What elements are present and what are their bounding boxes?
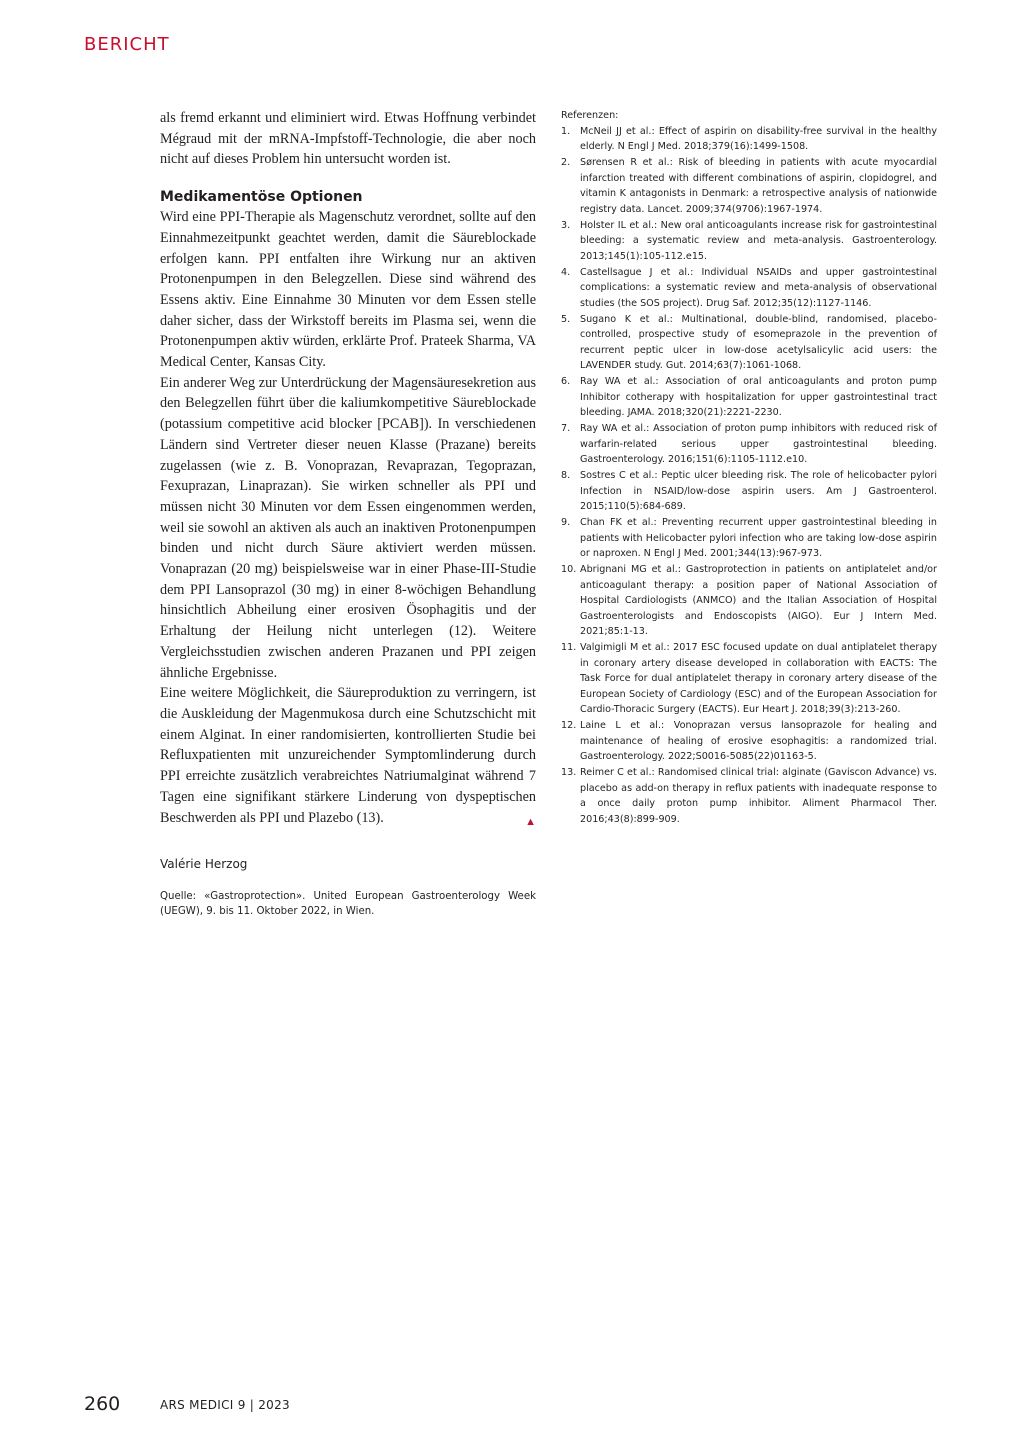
reference-text: Castellsague J et al.: Individual NSAIDs and upper gastrointestinal complications: a systematic review and meta-analysis of observational studies (the SOS project). Drug Saf. 2012;35(12):1127-1146. xyxy=(580,266,937,309)
article-paragraph: Wird eine PPI-Therapie als Magenschutz verordnet, sollte auf den Einnahmezeitpunkt geachtet werden, damit die Säureblockade erfolgen kann. PPI entfalten ihre Wirkung nur an aktiven Protonenpumpen in den Belegzellen. Diese sind während des Essens aktiv. Eine Einnahme 30 Minuten vor dem Essen stelle daher sicher, dass der Wirkstoff bereits im Plasma sei, wenn die Protonenpumpen aktiv würden, erklärte Prof. Prateek Sharma, VA Medical Center, Kansas City. xyxy=(160,209,536,371)
end-of-article-marker: ▲ xyxy=(525,815,536,828)
reference-number: 13. xyxy=(561,767,577,778)
reference-text: Laine L et al.: Vonoprazan versus lansoprazole for healing and maintenance of healing of erosive esophagitis: a randomized trial. Gastroenterology. 2022;S0016-5085(22)01163-5. xyxy=(580,720,937,762)
article-paragraph-last xyxy=(160,683,536,828)
section-label: BERICHT xyxy=(84,34,170,55)
reference-text: Ray WA et al.: Association of oral anticoagulants and proton pump Inhibitor cotherapy with hospitalization for upper gastrointestinal tract bleeding. JAMA. 2018;320(21):2221-2230. xyxy=(580,376,937,418)
reference-item xyxy=(561,265,937,312)
reference-item xyxy=(561,515,937,562)
reference-text: Holster IL et al.: New oral anticoagulants increase risk for gastrointestinal bleeding: a systematic review and meta-analysis. Gastroenterology. 2013;145(1):105-112.e15. xyxy=(580,219,937,262)
reference-text: Abrignani MG et al.: Gastroprotection in patients on antiplatelet and/or anticoagulant therapy: a position paper of National Association of Hospital Cardiologists (ANMCO) and the Italian Association of Hospital Gastroenterologists and Endoscopists (AIGO). Eur J Intern Med. 2021;85:1-13. xyxy=(580,564,937,637)
reference-text: Sugano K et al.: Multinational, double-blind, randomised, placebo-controlled, prospective study of esomeprazole in the prevention of recurrent peptic ulcer in low-dose acetylsalicylic acid users: the LAVENDER study. Gut. 2014;63(7):1061-1068. xyxy=(580,313,937,371)
reference-number: 5. xyxy=(561,313,571,325)
reference-number: 2. xyxy=(561,157,571,168)
article-paragraph-text: Eine weitere Möglichkeit, die Säureproduktion zu verringern, ist die Auskleidung der Magenmukosa durch eine Schutzschicht mit einem Alginat. In einer randomisierten, kontrollierten Studie bei Refluxpatienten mit unzureichender Symptomlinderung durch PPI erreichte zusätzlich verabreichtes Natriumalginat während 7 Tagen eine signifikant stärkere Linderung von dyspeptischen Beschwerden als PPI und Plazebo (13). xyxy=(160,685,536,826)
reference-item xyxy=(561,124,937,155)
reference-text: Chan FK et al.: Preventing recurrent upper gastrointestinal bleeding in patients with Helicobacter pylori infection who are taking low-dose aspirin or naproxen. N Engl J Med. 2001;344(13):967-973. xyxy=(580,517,937,559)
reference-item xyxy=(561,374,937,421)
reference-item xyxy=(561,218,937,265)
reference-item xyxy=(561,421,937,468)
reference-item xyxy=(561,155,937,217)
reference-number: 9. xyxy=(561,517,571,528)
reference-item xyxy=(561,640,937,718)
reference-text: Valgimigli M et al.: 2017 ESC focused update on dual antiplatelet therapy in coronary artery disease developed in collaboration with EACTS: The Task Force for dual antiplatelet therapy in coronary artery disease of the European Society of Cardiology (ESC) and of the European Association for Cardio-Thoracic Surgery (EACTS). Eur Heart J. 2018;39(3):213-260. xyxy=(580,642,937,715)
reference-item xyxy=(561,718,937,765)
article-paragraph: Ein anderer Weg zur Unterdrückung der Magensäuresekretion aus den Belegzellen führt über die kaliumkompetitive Säureblockade (potassium competitive acid blocker [PCAB]). In verschiedenen Ländern sind Vertreter dieser neuen Klasse (Prazane) bereits zugelassen (wie z. B. Vonoprazan, Revaprazan, Tegoprazan, Fexuprazan, Linaprazan). Sie wirken schneller als PPI und müssen nicht 30 Minuten vor dem Essen eingenommen werden, weil sie sowohl an aktiven als auch an inaktiven Protonenpumpen binden und nicht durch Säure aktiviert werden müssen. Vonaprazan (20 mg) beispielsweise war in einer Phase-III-Studie dem PPI Lansoprazol (30 mg) in einer 8-wöchigen Behandlung hinsichtlich Abheilung einer erosiven Ösophagitis und der Erhaltung der Heilung nicht unterlegen (12). Weitere Vergleichsstudien zwischen anderen Prazanen und PPI zeigen ähnliche Ergebnisse. xyxy=(160,374,536,681)
reference-number: 3. xyxy=(561,219,571,231)
reference-number: 6. xyxy=(561,376,571,387)
reference-number: 4. xyxy=(561,266,571,278)
reference-number: 12. xyxy=(561,720,577,731)
author-name: Valérie Herzog xyxy=(160,857,248,872)
reference-text: Sørensen R et al.: Risk of bleeding in patients with acute myocardial infarction treated with different combinations of aspirin, clopidogrel, and vitamin K antagonists in Denmark: a retrospective analysis of nationwide registry data. Lancet. 2009;374(9706):1967-1974. xyxy=(580,157,937,215)
reference-item xyxy=(561,765,937,827)
section-heading: Medikamentöse Optionen xyxy=(160,189,363,206)
reference-text: McNeil JJ et al.: Effect of aspirin on disability-free survival in the healthy elderly. N Engl J Med. 2018;379(16):1499-1508. xyxy=(580,125,937,152)
source-note: Quelle: «Gastroprotection». United European Gastroenterology Week (UEGW), 9. bis 11. Oktober 2022, in Wien. xyxy=(160,890,536,918)
article-paragraph: als fremd erkannt und eliminiert wird. Etwas Hoffnung verbindet Mégraud mit der mRNA-Impfstoff-Technologie, die aber noch nicht auf dieses Problem hin untersucht worden ist. xyxy=(160,110,536,168)
references-column xyxy=(561,108,937,828)
reference-number: 8. xyxy=(561,470,571,481)
references-heading: Referenzen: xyxy=(561,110,619,121)
reference-item xyxy=(561,312,937,374)
journal-issue: ARS MEDICI 9 | 2023 xyxy=(160,1398,290,1412)
reference-item xyxy=(561,562,937,640)
reference-text: Sostres C et al.: Peptic ulcer bleeding risk. The role of helicobacter pylori Infection in NSAID/low-dose aspirin users. Am J Gastroenterol. 2015;110(5):684-689. xyxy=(580,470,937,512)
reference-text: Ray WA et al.: Association of proton pump inhibitors with reduced risk of warfarin-related serious upper gastrointestinal bleeding. Gastroenterology. 2016;151(6):1105-1112.e10. xyxy=(580,423,937,465)
reference-number: 7. xyxy=(561,423,571,434)
references-list xyxy=(561,124,937,828)
reference-text: Reimer C et al.: Randomised clinical trial: alginate (Gaviscon Advance) vs. placebo as add-on therapy in reflux patients with inadequate response to a once daily proton pump inhibitor. Aliment Pharmacol Ther. 2016;43(8):899-909. xyxy=(580,767,937,825)
article-body xyxy=(160,108,536,920)
page-number: 260 xyxy=(84,1393,121,1415)
reference-number: 10. xyxy=(561,564,577,575)
reference-item xyxy=(561,468,937,515)
reference-number: 1. xyxy=(561,125,571,137)
reference-number: 11. xyxy=(561,642,577,653)
